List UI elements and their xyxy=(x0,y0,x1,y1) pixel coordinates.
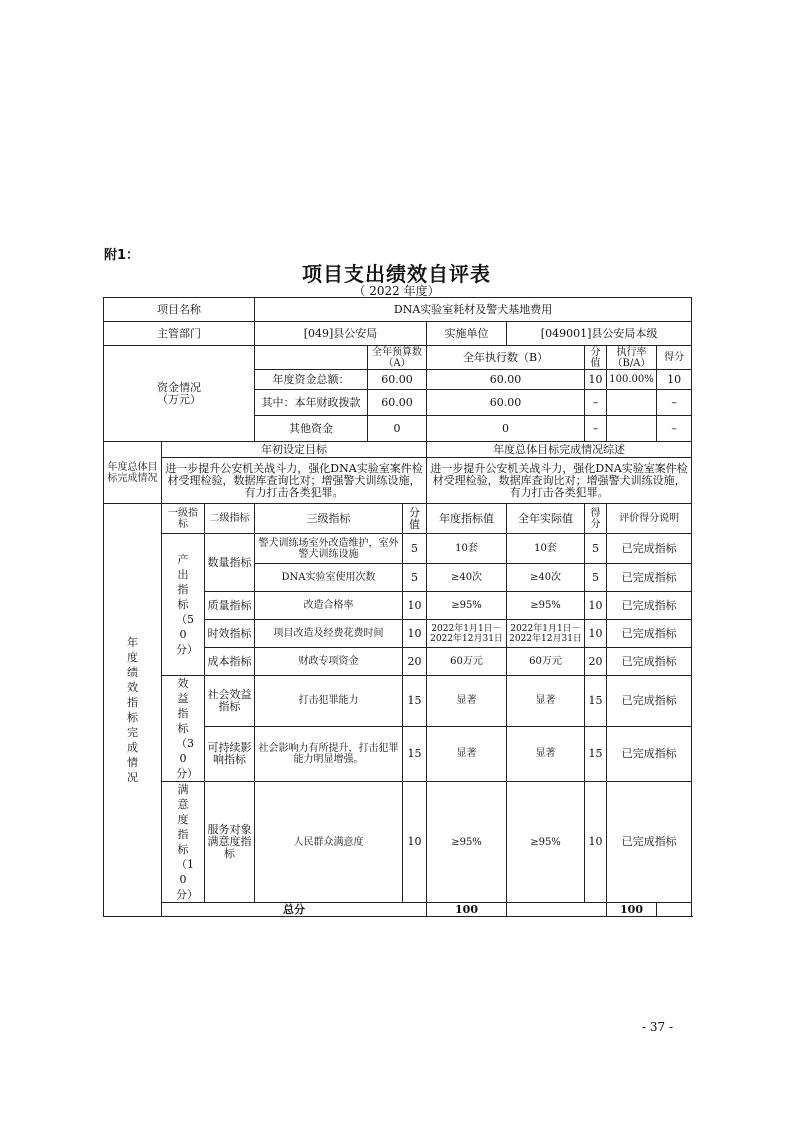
funds-row-got: – xyxy=(657,390,692,416)
funds-row-score: – xyxy=(585,416,607,442)
funds-h-budget: 全年预算数（A） xyxy=(368,346,427,370)
indicator-target: 60万元 xyxy=(427,648,507,676)
indicator-score: 5 xyxy=(403,564,427,592)
subgroup-quantity: 数量指标 xyxy=(205,534,255,592)
indicator-actual: 显著 xyxy=(507,676,585,727)
indicator-comment: 已完成指标 xyxy=(607,648,692,676)
indicator-actual: 10套 xyxy=(507,534,585,564)
indicators-header-row xyxy=(104,504,692,534)
indicator-comment: 已完成指标 xyxy=(607,592,692,620)
funds-row-exec: 60.00 xyxy=(427,370,585,390)
indicator-got: 20 xyxy=(585,648,607,676)
indicator-got: 15 xyxy=(585,726,607,781)
project-name-row xyxy=(104,298,692,322)
indicator-row xyxy=(104,534,692,564)
subgroup-cost: 成本指标 xyxy=(205,648,255,676)
indicator-actual: 2022年1月1日－2022年12月31日 xyxy=(507,620,585,648)
subgroup-service: 服务对象满意度指标 xyxy=(205,782,255,903)
indicator-actual: 60万元 xyxy=(507,648,585,676)
indicator-score: 5 xyxy=(403,534,427,564)
indicator-actual: ≥95% xyxy=(507,592,585,620)
funds-row-rate xyxy=(607,390,657,416)
indicator-target: 2022年1月1日－2022年12月31日 xyxy=(427,620,507,648)
subgroup-timeliness: 时效指标 xyxy=(205,620,255,648)
goals-initial-text: 进一步提升公安机关战斗力，强化DNA实验室案件检材受理检验，数据库查询比对；增强警犬训练设施，有力打击各类犯罪。 xyxy=(162,458,427,504)
funds-h-score: 分值 xyxy=(585,346,607,370)
goals-content-row xyxy=(104,458,692,504)
indicator-score: 10 xyxy=(403,782,427,903)
indicator-score: 10 xyxy=(403,620,427,648)
funds-row-score: 10 xyxy=(585,370,607,390)
indicator-row xyxy=(104,676,692,727)
total-got: 100 xyxy=(607,903,657,917)
funds-row-got: – xyxy=(657,416,692,442)
h-comment: 评价得分说明 xyxy=(607,504,692,534)
funds-label: 资金情况 （万元） xyxy=(104,346,255,442)
indicator-score: 15 xyxy=(403,676,427,727)
indicator-name: 财政专项资金 xyxy=(255,648,403,676)
page-number: - 37 - xyxy=(641,1020,673,1034)
total-row xyxy=(104,903,692,917)
total-score: 100 xyxy=(427,903,507,917)
goals-h-initial: 年初设定目标 xyxy=(162,442,427,458)
indicator-got: 5 xyxy=(585,564,607,592)
project-name-label: 项目名称 xyxy=(104,298,255,322)
funds-row-rate: 100.00% xyxy=(607,370,657,390)
indicator-got: 10 xyxy=(585,620,607,648)
indicator-name: 打击犯罪能力 xyxy=(255,676,403,727)
h-got: 得分 xyxy=(585,504,607,534)
funds-row-name: 年度资金总额： xyxy=(255,370,368,390)
funds-row-name: 其中：本年财政拨款 xyxy=(255,390,368,416)
dept-label: 主管部门 xyxy=(104,322,255,346)
indicator-target: ≥95% xyxy=(427,592,507,620)
indicator-name: 社会影响力有所提升，打击犯罪能力明显增强。 xyxy=(255,726,403,781)
funds-h-got: 得分 xyxy=(657,346,692,370)
funds-row-budget: 60.00 xyxy=(368,370,427,390)
self-evaluation-table xyxy=(103,297,692,917)
funds-row-budget: 0 xyxy=(368,416,427,442)
indicator-row xyxy=(104,782,692,903)
indicator-comment: 已完成指标 xyxy=(607,726,692,781)
goals-h-summary: 年度总体目标完成情况综述 xyxy=(427,442,692,458)
attachment-label: 附1： xyxy=(104,248,140,263)
indicator-target: 显著 xyxy=(427,676,507,727)
h-level1: 一级指标 xyxy=(162,504,205,534)
funds-header-row xyxy=(104,346,692,370)
indicator-score: 10 xyxy=(403,592,427,620)
subgroup-quality: 质量指标 xyxy=(205,592,255,620)
indicator-target: ≥40次 xyxy=(427,564,507,592)
dept-value: [049]县公安局 xyxy=(255,322,427,346)
dept-row xyxy=(104,322,692,346)
subgroup-sustain: 可持续影响指标 xyxy=(205,726,255,781)
h-level3: 三级指标 xyxy=(255,504,403,534)
goals-label: 年度总体目标完成情况 xyxy=(104,442,162,504)
indicator-comment: 已完成指标 xyxy=(607,782,692,903)
indicator-target: ≥95% xyxy=(427,782,507,903)
funds-row-exec: 0 xyxy=(427,416,585,442)
group-benefit: 效益指标（30分） xyxy=(162,676,205,782)
indicator-target: 显著 xyxy=(427,726,507,781)
funds-row-name: 其他资金 xyxy=(255,416,368,442)
indicator-score: 15 xyxy=(403,726,427,781)
funds-row-exec: 60.00 xyxy=(427,390,585,416)
indicator-got: 10 xyxy=(585,592,607,620)
h-level2: 二级指标 xyxy=(205,504,255,534)
funds-row-rate xyxy=(607,416,657,442)
project-name-value: DNA实验室耗材及警犬基地费用 xyxy=(255,298,692,322)
funds-row-score: – xyxy=(585,390,607,416)
indicator-got: 10 xyxy=(585,782,607,903)
indicator-actual: ≥95% xyxy=(507,782,585,903)
indicator-name: 警犬训练场室外改造维护，室外警犬训练设施 xyxy=(255,534,403,564)
funds-row-got: 10 xyxy=(657,370,692,390)
indicator-got: 15 xyxy=(585,676,607,727)
indicator-name: 人民群众满意度 xyxy=(255,782,403,903)
funds-row-budget: 60.00 xyxy=(368,390,427,416)
page-title: 项目支出绩效自评表 xyxy=(302,262,491,286)
indicator-target: 10套 xyxy=(427,534,507,564)
h-actual: 全年实际值 xyxy=(507,504,585,534)
group-output: 产出指标（50分） xyxy=(162,534,205,676)
indicator-comment: 已完成指标 xyxy=(607,564,692,592)
indicator-comment: 已完成指标 xyxy=(607,534,692,564)
indicator-comment: 已完成指标 xyxy=(607,676,692,727)
indicator-score: 20 xyxy=(403,648,427,676)
funds-h-exec: 全年执行数（B） xyxy=(427,346,585,370)
group-satisfaction: 满意度指标（10分） xyxy=(162,782,205,903)
indicator-name: DNA实验室使用次数 xyxy=(255,564,403,592)
indicator-actual: 显著 xyxy=(507,726,585,781)
unit-label: 实施单位 xyxy=(427,322,507,346)
indicator-got: 5 xyxy=(585,534,607,564)
h-target: 年度指标值 xyxy=(427,504,507,534)
total-label: 总分 xyxy=(162,903,427,917)
unit-value: [049001]县公安局本级 xyxy=(507,322,692,346)
funds-h-rate: 执行率（B/A） xyxy=(607,346,657,370)
goals-header-row xyxy=(104,442,692,458)
year-label: （ 2022 年度） xyxy=(353,284,440,298)
indicator-actual: ≥40次 xyxy=(507,564,585,592)
indicator-name: 改造合格率 xyxy=(255,592,403,620)
indicator-comment: 已完成指标 xyxy=(607,620,692,648)
h-score: 分值 xyxy=(403,504,427,534)
indicator-name: 项目改造及经费花费时间 xyxy=(255,620,403,648)
subgroup-social: 社会效益指标 xyxy=(205,676,255,727)
goals-summary-text: 进一步提升公安机关战斗力，强化DNA实验室案件检材受理检验，数据库查询比对；增强警犬训练设施，有力打击各类犯罪。 xyxy=(427,458,692,504)
indicators-section-label: 年度绩效指标完成情况 xyxy=(104,504,162,917)
